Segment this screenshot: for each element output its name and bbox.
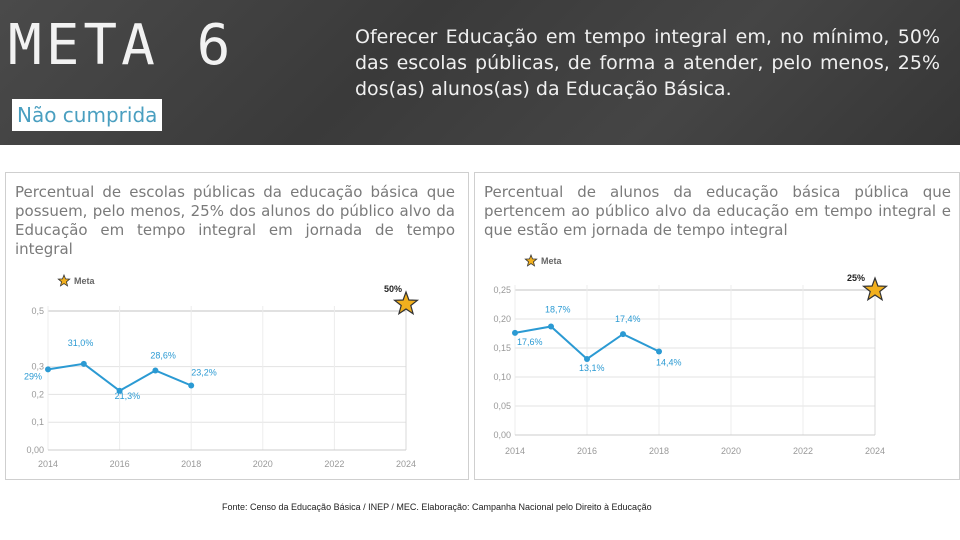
x-tick-label: 2018	[181, 459, 202, 469]
data-point	[152, 367, 158, 373]
data-label: 31,0%	[67, 337, 94, 348]
data-label: 23,2%	[191, 367, 217, 378]
data-point	[188, 383, 194, 389]
x-tick-label: 2016	[109, 459, 130, 469]
y-tick-label: 0,15	[493, 343, 511, 353]
y-tick-label: 0,5	[31, 306, 44, 316]
data-point	[45, 366, 51, 372]
data-label: 17,6%	[517, 336, 543, 347]
x-tick-label: 2022	[792, 446, 814, 456]
y-tick-label: 0,20	[493, 314, 511, 324]
x-tick-label: 2018	[648, 446, 670, 456]
data-label: 18,7%	[545, 304, 571, 315]
y-tick-label: 0,05	[493, 401, 511, 411]
x-tick-label: 2020	[252, 459, 273, 469]
schools-line-chart	[6, 173, 468, 479]
chart-title: Percentual de escolas públicas da educação básica que possuem, pelo menos, 25% dos alunos do público alvo da Educação em tempo integral em jornada de tempo integral	[15, 183, 455, 258]
target-label: 25%	[847, 273, 866, 283]
data-label: 17,4%	[615, 314, 641, 325]
y-tick-label: 0,00	[26, 445, 44, 455]
legend-label: Meta	[541, 256, 562, 266]
data-point	[512, 330, 518, 336]
y-tick-label: 0,1	[31, 417, 44, 428]
y-tick-label: 0,10	[493, 372, 511, 382]
data-point	[548, 324, 554, 330]
x-tick-label: 2016	[576, 446, 598, 456]
x-tick-label: 2022	[324, 459, 345, 469]
x-tick-label: 2024	[864, 446, 886, 456]
goal-number: META 6	[8, 13, 235, 78]
legend-star-icon	[58, 275, 69, 286]
chart-panel-students	[474, 172, 960, 480]
y-tick-label: 0,2	[31, 389, 44, 400]
x-tick-label: 2014	[504, 446, 526, 456]
data-point	[620, 331, 626, 337]
status-badge: Não cumprida	[12, 99, 162, 131]
y-tick-label: 0,00	[493, 430, 511, 440]
y-tick-label: 0,25	[493, 285, 511, 295]
data-label: 21,3%	[114, 390, 141, 401]
x-tick-label: 2020	[720, 446, 742, 456]
chart-title: Percentual de alunos da educação básica pública que pertencem ao público alvo da educação em tempo integral e que estão em jornada de tempo integral	[484, 183, 951, 239]
target-label: 50%	[384, 284, 403, 294]
data-point	[656, 348, 662, 354]
data-point	[584, 356, 590, 362]
source-note: Fonte: Censo da Educação Básica / INEP / MEC. Elaboração: Campanha Nacional pelo Direito à Educação	[222, 502, 652, 512]
students-line-chart	[475, 173, 959, 479]
data-label: 13,1%	[579, 363, 605, 374]
x-tick-label: 2024	[395, 459, 417, 469]
data-label: 28,6%	[150, 350, 176, 361]
chalkboard-header	[0, 0, 960, 145]
data-label: 29%	[24, 371, 43, 382]
data-label: 14,4%	[656, 357, 682, 368]
legend-star-icon	[525, 255, 536, 266]
goal-description: Oferecer Educação em tempo integral em, no mínimo, 50% das escolas públicas, de forma a atender, pelo menos, 25% dos(as) alunos(as) da Educação Básica.	[355, 26, 940, 100]
data-point	[81, 361, 87, 367]
legend-label: Meta	[74, 276, 95, 286]
y-tick-label: 0,3	[31, 361, 44, 372]
x-tick-label: 2014	[37, 459, 59, 469]
chart-panel-schools	[5, 172, 469, 480]
